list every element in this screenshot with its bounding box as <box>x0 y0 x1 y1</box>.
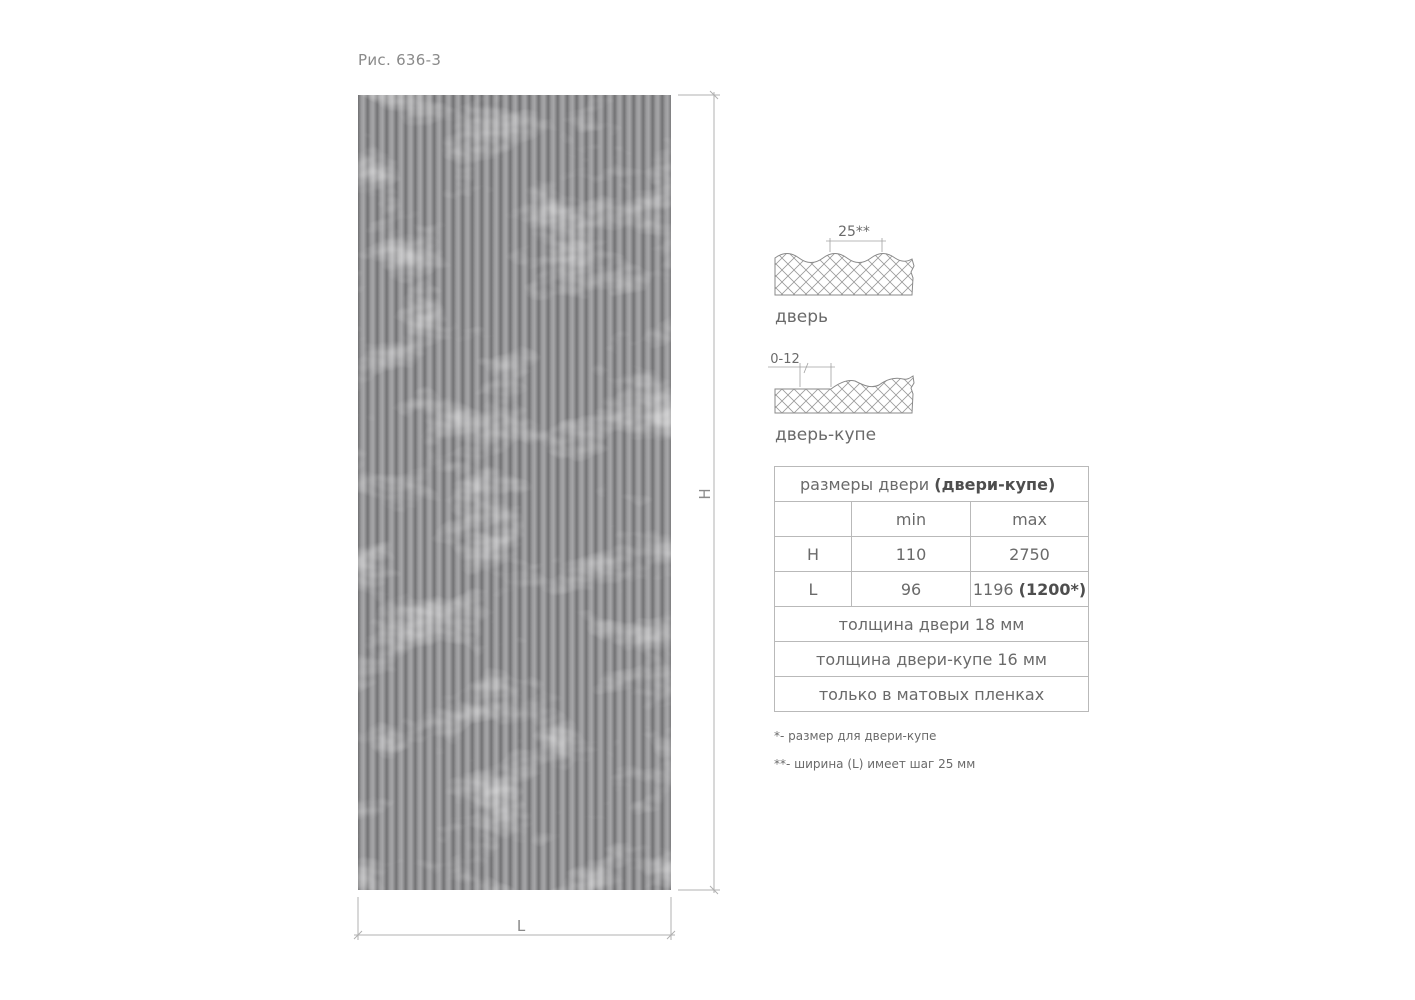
table-row <box>775 537 1089 572</box>
row-min: 110 <box>852 537 971 572</box>
sliding-door-profile-caption: дверь-купе <box>775 425 877 445</box>
door-profile-diagram <box>770 222 920 302</box>
offset-label: 0-12 <box>770 352 800 367</box>
sliding-door-profile-diagram <box>764 347 920 419</box>
row-max-value: 1196 <box>972 579 1014 599</box>
row-min: 96 <box>852 572 971 607</box>
door-profile-caption: дверь <box>775 307 829 327</box>
table-row <box>775 677 1089 712</box>
figure-label: Рис. 636-3 <box>358 51 442 69</box>
table-row <box>775 572 1089 607</box>
row-max <box>971 537 1089 572</box>
width-dimension-label: L <box>516 917 526 935</box>
thickness-sliding: толщина двери-купе 16 мм <box>775 642 1089 677</box>
table-row <box>775 642 1089 677</box>
height-dimension-label: H <box>696 488 714 500</box>
finish-note: только в матовых пленках <box>775 677 1089 712</box>
pitch-label: 25** <box>838 224 870 240</box>
row-max <box>971 572 1089 607</box>
table-row <box>775 607 1089 642</box>
col-min-header: min <box>852 502 971 537</box>
table-title-text: размеры двери <box>800 474 930 494</box>
thickness-door: толщина двери 18 мм <box>775 607 1089 642</box>
table-title <box>775 467 1089 502</box>
row-max-extra: (1200*) <box>1018 579 1087 599</box>
row-label: H <box>775 537 852 572</box>
footnote-2: **- ширина (L) имеет шаг 25 мм <box>774 757 976 771</box>
table-corner-cell <box>775 502 852 537</box>
footnote-1: *- размер для двери-купе <box>774 729 937 743</box>
table-title-bold: (двери-купе) <box>934 474 1056 494</box>
door-panel-image <box>358 95 671 890</box>
door-sizes-table <box>774 466 1089 712</box>
row-max-value: 2750 <box>1009 544 1050 564</box>
table-header-row <box>775 502 1089 537</box>
table-title-row <box>775 467 1089 502</box>
col-max-header: max <box>971 502 1089 537</box>
row-label: L <box>775 572 852 607</box>
